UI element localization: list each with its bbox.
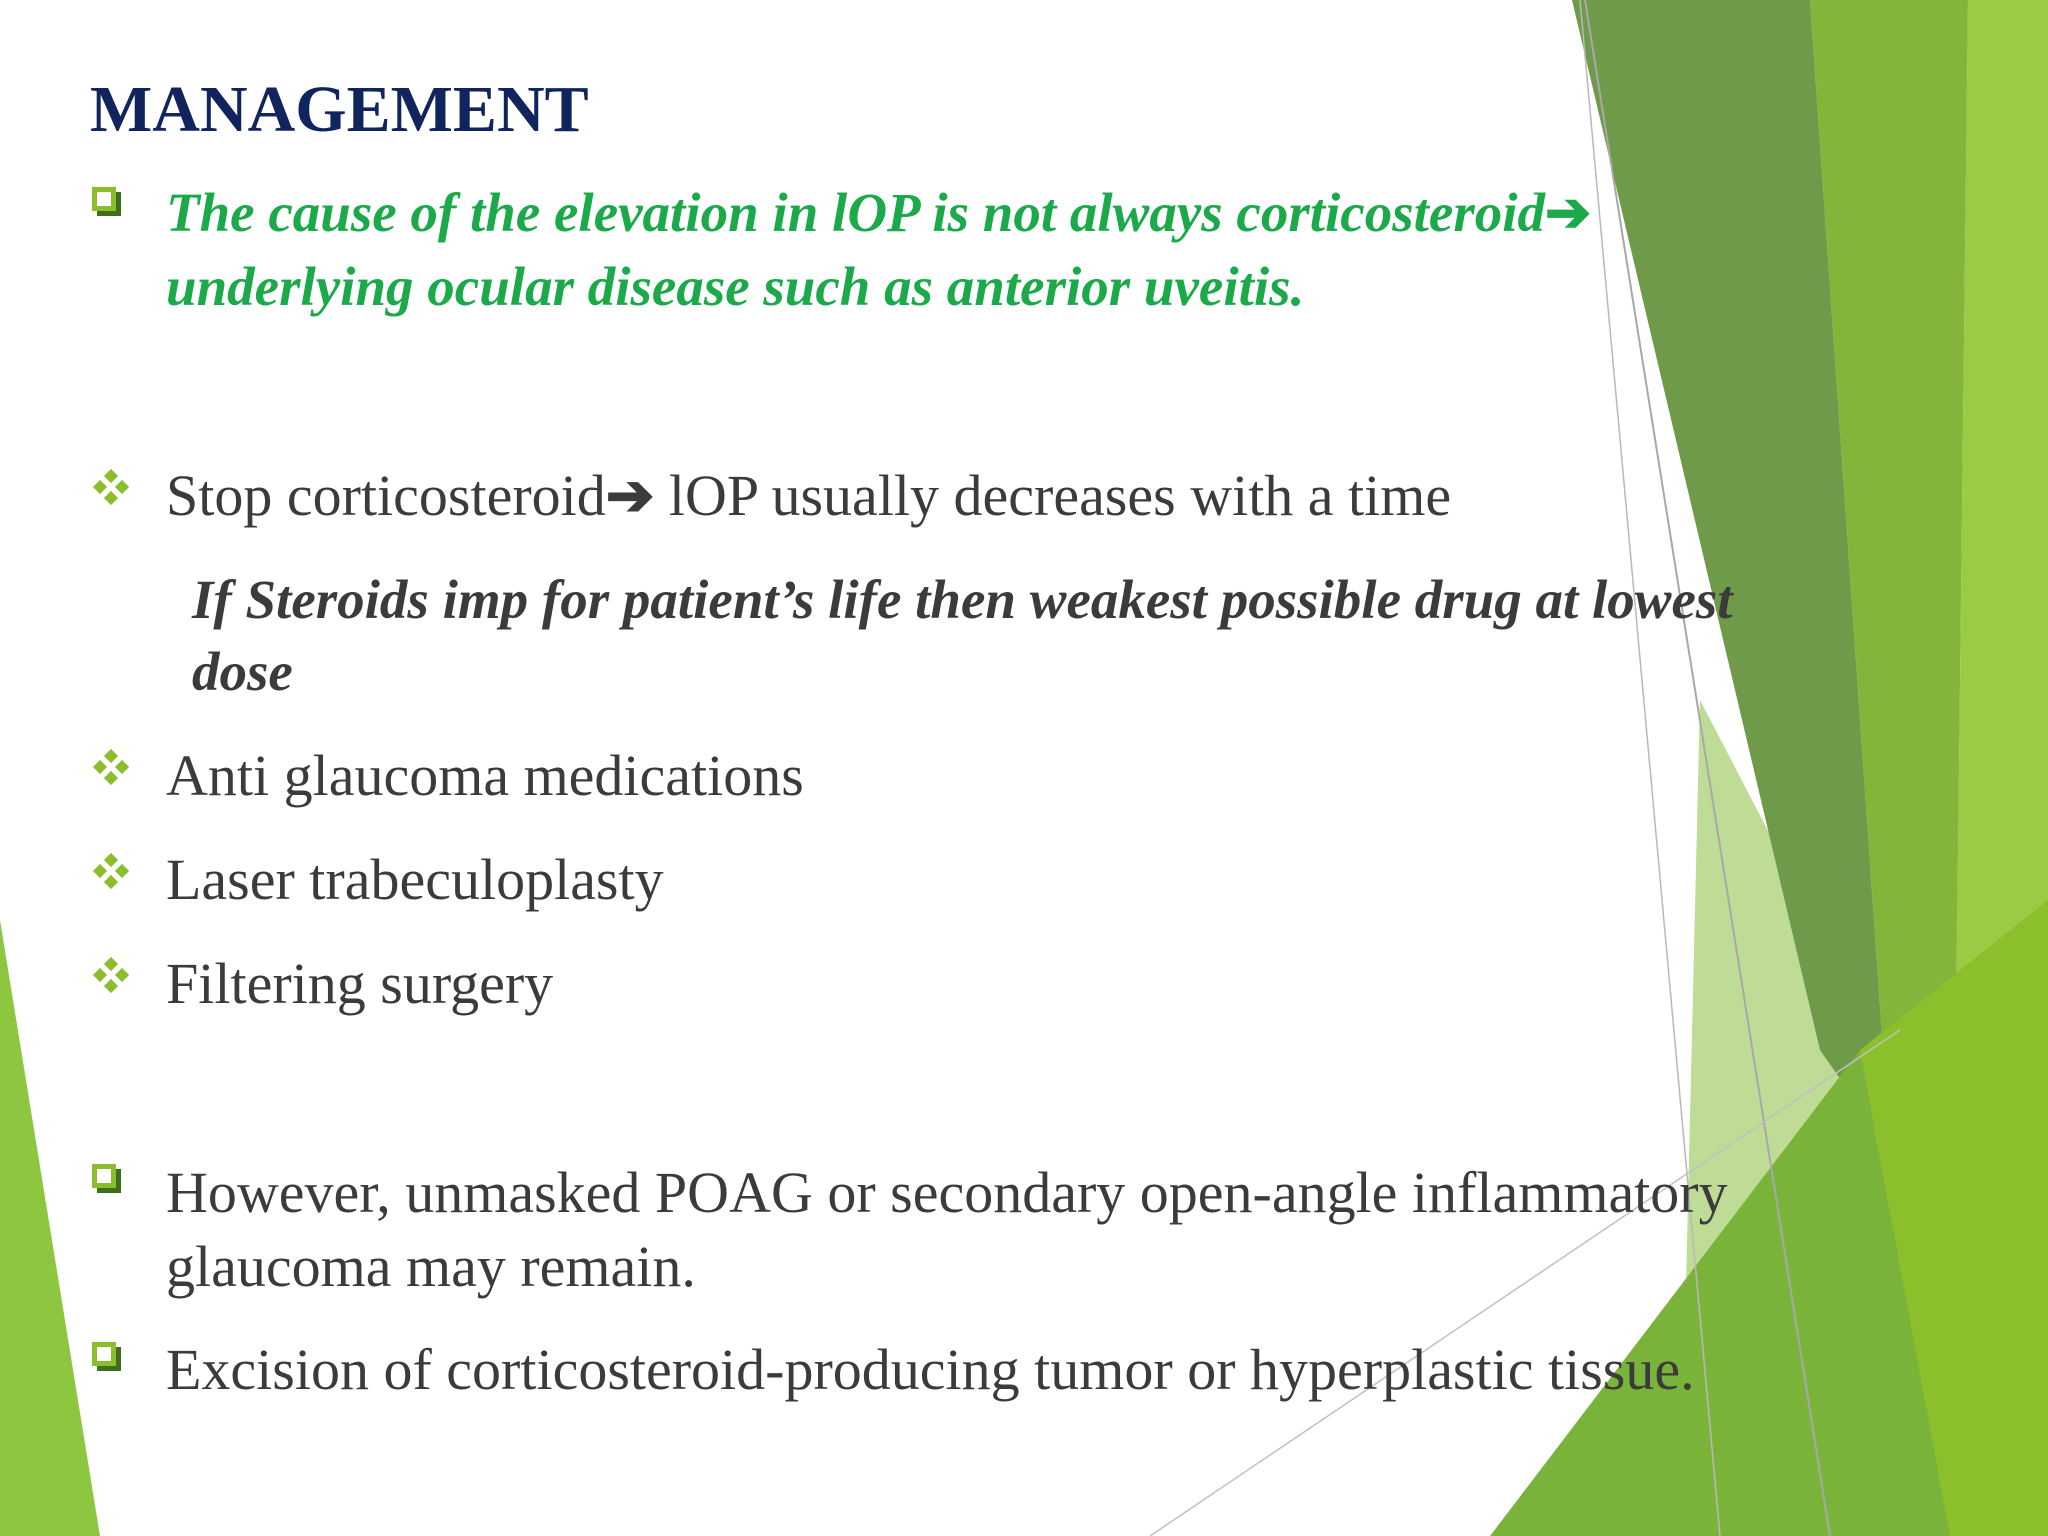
slide-title: MANAGEMENT (90, 73, 589, 146)
stop-text: Stop corticosteroid (166, 463, 606, 528)
diamond-bullet-icon (92, 468, 130, 506)
unmasked-poag-point (166, 1156, 1966, 1304)
cause-line-1 (166, 176, 1966, 250)
stop-corticosteroid-item (166, 459, 1966, 533)
diamond-bullet-icon (92, 748, 130, 786)
diamond-bullet-icon (92, 852, 130, 890)
stop-continuation: lOP usually decreases with a time (654, 463, 1452, 528)
square-bullet-icon (92, 187, 116, 211)
square-bullet-icon (92, 1342, 116, 1366)
right-arrow-icon: ➔ (605, 463, 655, 528)
cause-line-2: underlying ocular disease such as anterior uveitis. (166, 256, 1305, 317)
cause-of-elevation-point (166, 176, 1966, 324)
option-item-anti-glaucoma: Anti glaucoma medications (166, 743, 804, 808)
steroid-note-line-1: If Steroids imp for patient’s life then weakest possible drug at lowest (192, 569, 1733, 630)
option-item-laser: Laser trabeculoplasty (166, 847, 664, 912)
cause-text: The cause of the elevation in lOP is not always corticosteroid (166, 182, 1546, 243)
steroid-note-line-2: dose (192, 641, 293, 702)
right-arrow-icon: ➔ (1545, 182, 1592, 243)
poag-line-2: glaucoma may remain. (166, 1234, 696, 1299)
poag-line-1: However, unmasked POAG or secondary open-angle inflammatory (166, 1160, 1728, 1225)
square-bullet-icon (92, 1164, 116, 1188)
option-item-filtering-surgery: Filtering surgery (166, 951, 554, 1016)
diamond-bullet-icon (92, 956, 130, 994)
left-green-sliver (0, 920, 100, 1536)
steroid-note (192, 564, 1992, 708)
excision-point: Excision of corticosteroid-producing tumor or hyperplastic tissue. (166, 1337, 1695, 1402)
